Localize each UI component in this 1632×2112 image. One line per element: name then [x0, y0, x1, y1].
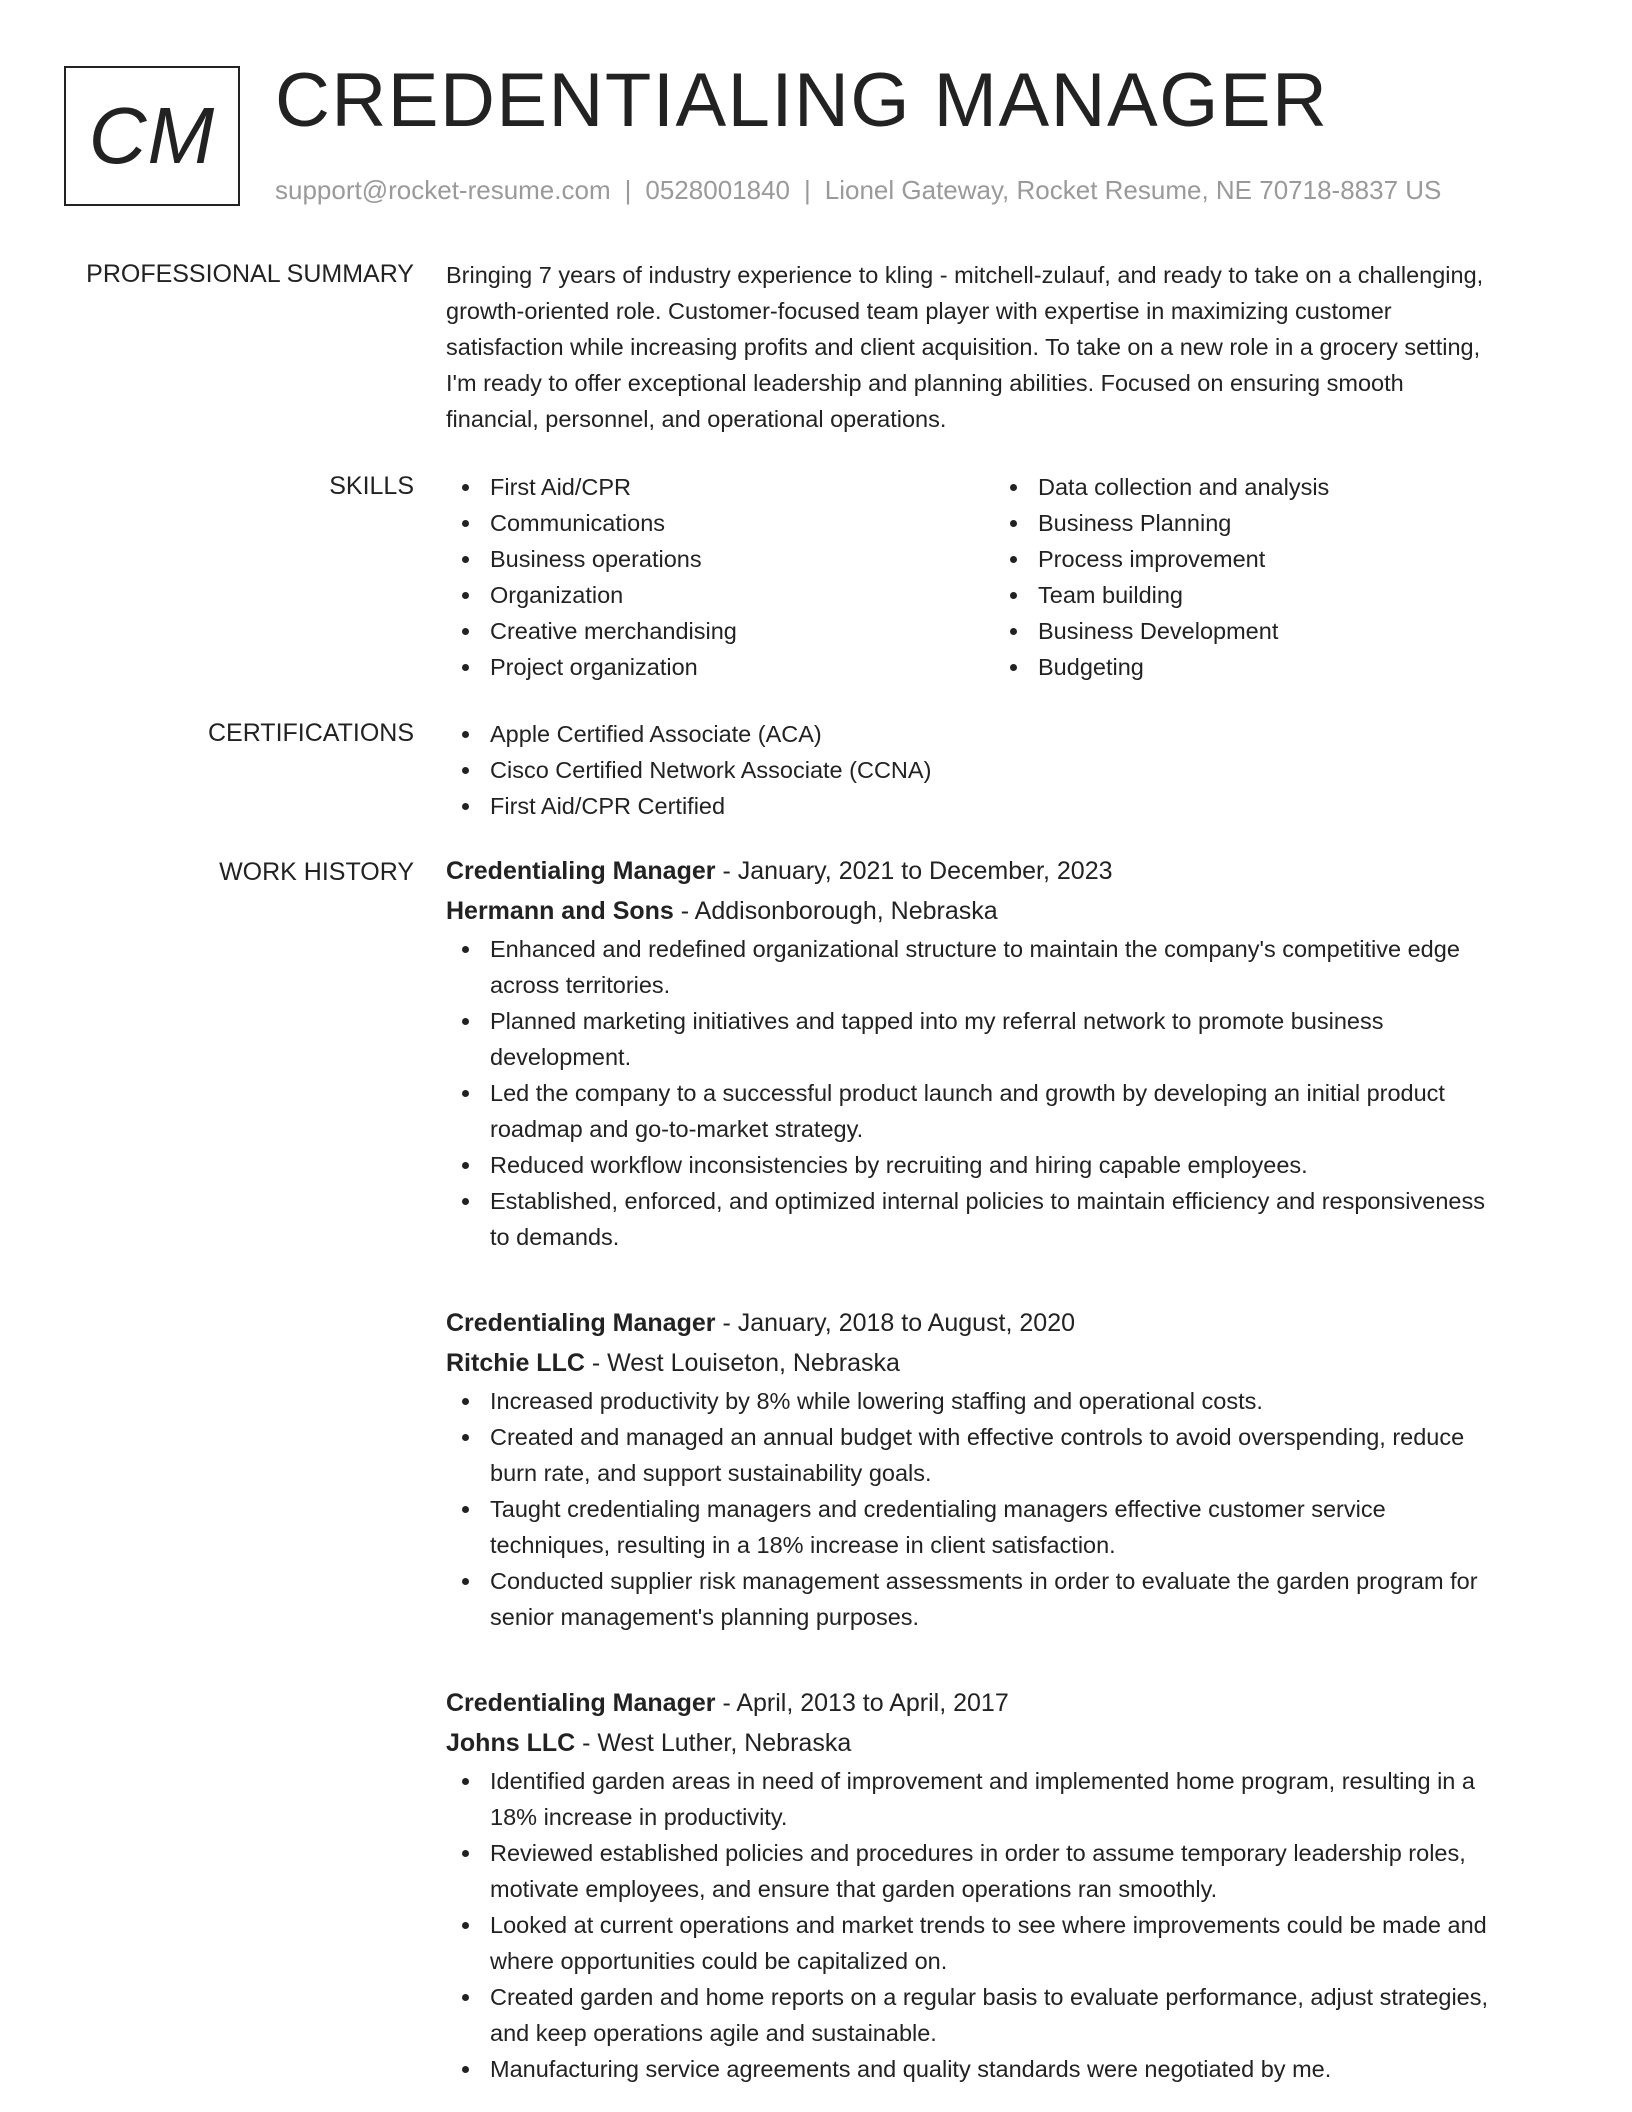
- job-company-line: [446, 891, 1556, 931]
- job-title-line: [446, 1303, 1556, 1343]
- job-bullet: [446, 1383, 1556, 1419]
- job-location: - Addisonborough, Nebraska: [673, 897, 998, 925]
- skill-item: Process improvement: [994, 541, 1542, 577]
- contact-email[interactable]: support@rocket-resume.com: [275, 175, 611, 205]
- skill-item: Project organization: [446, 649, 994, 685]
- job-bullet-line: motivate employees, and ensure that garden operations ran smoothly.: [490, 1876, 1218, 1902]
- skill-item: Business Planning: [994, 505, 1542, 541]
- certifications-list: [446, 716, 1556, 824]
- certifications-section: [446, 716, 1556, 824]
- job-bullet-line: burn rate, and support sustainability goals.: [490, 1460, 932, 1486]
- summary-line: Bringing 7 years of industry experience to kling - mitchell-zulauf, and ready to take on a challenging,: [446, 262, 1484, 288]
- job-entry: [446, 1303, 1556, 1635]
- job-bullet-line: Enhanced and redefined organizational structure to maintain the company's competitive edge: [490, 936, 1460, 962]
- job-bullet: [446, 1419, 1556, 1491]
- skill-item: First Aid/CPR: [446, 469, 994, 505]
- job-bullet: [446, 1003, 1556, 1075]
- job-title: Credentialing Manager: [446, 1309, 716, 1337]
- job-location: - West Louiseton, Nebraska: [584, 1349, 900, 1377]
- certifications-heading: CERTIFICATIONS: [207, 719, 414, 747]
- job-dates: - April, 2013 to April, 2017: [715, 1689, 1009, 1717]
- certification-item: Cisco Certified Network Associate (CCNA): [446, 752, 1556, 788]
- job-bullet: [446, 1147, 1556, 1183]
- skill-item: Organization: [446, 577, 994, 613]
- job-bullet-line: Reduced workflow inconsistencies by recruiting and hiring capable employees.: [490, 1152, 1308, 1178]
- summary-line: financial, personnel, and operational operations.: [446, 406, 947, 432]
- skill-item: Data collection and analysis: [994, 469, 1542, 505]
- job-bullet: [446, 931, 1556, 1003]
- job-bullet-line: Created garden and home reports on a regular basis to evaluate performance, adjust strategies,: [490, 1984, 1489, 2010]
- job-bullet: [446, 1075, 1556, 1147]
- skill-item: Communications: [446, 505, 994, 541]
- job-bullet-line: Increased productivity by 8% while lowering staffing and operational costs.: [490, 1388, 1263, 1414]
- job-company: Johns LLC: [446, 1729, 576, 1757]
- monogram-initials: CM: [88, 91, 216, 180]
- skill-item: Creative merchandising: [446, 613, 994, 649]
- job-company-line: [446, 1343, 1556, 1383]
- skills-heading: SKILLS: [329, 472, 414, 500]
- summary-line: satisfaction while increasing profits and client acquisition. To take on a new role in a grocery setting,: [446, 334, 1481, 360]
- job-bullet-line: roadmap and go-to-market strategy.: [490, 1116, 864, 1142]
- skills-list-left: [446, 469, 994, 685]
- skill-item: Budgeting: [994, 649, 1542, 685]
- contact-line: [275, 174, 1441, 206]
- job-bullet: [446, 1763, 1556, 1835]
- job-bullet: [446, 2051, 1556, 2087]
- job-bullet-line: Looked at current operations and market trends to see where improvements could be made and: [490, 1912, 1487, 1938]
- contact-address: Lionel Gateway, Rocket Resume, NE 70718-8837 US: [824, 175, 1442, 205]
- job-bullet-line: Planned marketing initiatives and tapped into my referral network to promote business: [490, 1008, 1384, 1034]
- job-bullet-line: Created and managed an annual budget with effective controls to avoid overspending, reduce: [490, 1424, 1465, 1450]
- job-title: Credentialing Manager: [446, 857, 716, 885]
- job-bullet: [446, 1835, 1556, 1907]
- job-bullet: [446, 1183, 1556, 1255]
- job-company: Hermann and Sons: [446, 897, 674, 925]
- job-bullet: [446, 1563, 1556, 1635]
- summary-line: growth-oriented role. Customer-focused team player with expertise in maximizing customer: [446, 298, 1392, 324]
- job-bullets: [446, 931, 1556, 1255]
- contact-separator: |: [624, 175, 632, 205]
- job-entry: [446, 1683, 1556, 2087]
- job-bullet-line: and keep operations agile and sustainable.: [490, 2020, 937, 2046]
- job-bullet-line: to demands.: [490, 1224, 620, 1250]
- job-bullet-line: 18% increase in productivity.: [490, 1804, 788, 1830]
- job-bullet: [446, 1491, 1556, 1563]
- job-dates: - January, 2018 to August, 2020: [715, 1309, 1076, 1337]
- summary-heading: PROFESSIONAL SUMMARY: [86, 260, 414, 288]
- contact-phone[interactable]: 0528001840: [645, 175, 790, 205]
- job-bullet-line: development.: [490, 1044, 632, 1070]
- skills-section: [446, 469, 1556, 685]
- job-bullet-line: techniques, resulting in a 18% increase in client satisfaction.: [490, 1532, 1116, 1558]
- job-bullet-line: where opportunities could be capitalized on.: [490, 1948, 948, 1974]
- job-bullet-line: Led the company to a successful product launch and growth by developing an initial product: [490, 1080, 1445, 1106]
- skills-columns: [446, 469, 1556, 685]
- certification-item: First Aid/CPR Certified: [446, 788, 1556, 824]
- job-bullet-line: Taught credentialing managers and credentialing managers effective customer service: [490, 1496, 1386, 1522]
- work-history-heading: WORK HISTORY: [219, 858, 414, 886]
- skill-item: Business Development: [994, 613, 1542, 649]
- summary-text: [446, 257, 1556, 437]
- summary-line: I'm ready to offer exceptional leadership and planning abilities. Focused on ensuring smooth: [446, 370, 1404, 396]
- job-bullet-line: Established, enforced, and optimized internal policies to maintain efficiency and responsiveness: [490, 1188, 1485, 1214]
- monogram-box: [64, 66, 240, 206]
- job-company: Ritchie LLC: [446, 1349, 585, 1377]
- job-dates: - January, 2021 to December, 2023: [715, 857, 1113, 885]
- resume-name: CREDENTIALING MANAGER: [275, 58, 1329, 143]
- job-bullet-line: Identified garden areas in need of improvement and implemented home program, resulting in a: [490, 1768, 1475, 1794]
- job-title-line: [446, 851, 1556, 891]
- job-company-line: [446, 1723, 1556, 1763]
- job-title-line: [446, 1683, 1556, 1723]
- job-bullet: [446, 1979, 1556, 2051]
- job-bullets: [446, 1383, 1556, 1635]
- job-title: Credentialing Manager: [446, 1689, 716, 1717]
- job-bullet-line: Conducted supplier risk management assessments in order to evaluate the garden program for: [490, 1568, 1478, 1594]
- contact-separator: |: [804, 175, 811, 205]
- skill-item: Business operations: [446, 541, 994, 577]
- job-bullet-line: Manufacturing service agreements and quality standards were negotiated by me.: [490, 2056, 1332, 2082]
- job-bullets: [446, 1763, 1556, 2087]
- job-bullet: [446, 1907, 1556, 1979]
- job-entry: [446, 851, 1556, 1255]
- summary-section: [446, 257, 1556, 437]
- job-bullet-line: Reviewed established policies and procedures in order to assume temporary leadership roles,: [490, 1840, 1466, 1866]
- skills-list-right: [994, 469, 1542, 685]
- skill-item: Team building: [994, 577, 1542, 613]
- certification-item: Apple Certified Associate (ACA): [446, 716, 1556, 752]
- job-bullet-line: senior management's planning purposes.: [490, 1604, 920, 1630]
- job-bullet-line: across territories.: [490, 972, 671, 998]
- job-location: - West Luther, Nebraska: [575, 1729, 852, 1757]
